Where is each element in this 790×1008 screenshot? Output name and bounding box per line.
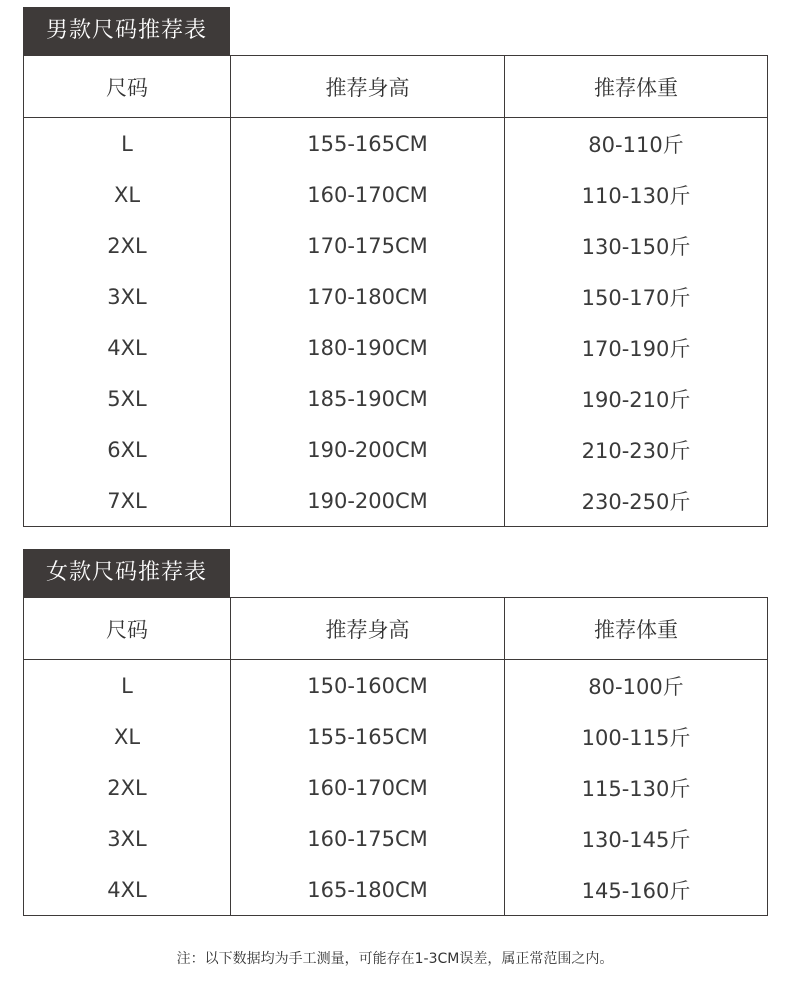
measurement-note: 注：以下数据均为手工测量，可能存在1-3CM误差，属正常范围之内。 bbox=[176, 951, 614, 967]
table-row bbox=[24, 475, 767, 526]
height-cell: 150-160CM bbox=[231, 660, 505, 711]
size-cell: XL bbox=[24, 711, 231, 762]
size-cell: XL bbox=[24, 169, 231, 220]
weight-cell: 100-115斤 bbox=[581, 725, 691, 750]
table-row bbox=[24, 220, 767, 271]
table-row bbox=[24, 711, 767, 762]
size-cell: 2XL bbox=[24, 220, 231, 271]
header-size: 尺码 bbox=[24, 598, 231, 659]
table-row bbox=[24, 424, 767, 475]
table-row bbox=[24, 813, 767, 864]
size-cell: 4XL bbox=[24, 322, 231, 373]
table-row bbox=[24, 762, 767, 813]
men-size-section bbox=[23, 7, 768, 525]
height-cell: 190-200CM bbox=[231, 424, 505, 475]
table-row bbox=[24, 864, 767, 915]
women-size-title: 女款尺码推荐表 bbox=[23, 549, 230, 597]
header-height: 推荐身高 bbox=[231, 56, 505, 117]
height-cell: 185-190CM bbox=[231, 373, 505, 424]
header-height: 推荐身高 bbox=[231, 598, 505, 659]
weight-cell: 230-250斤 bbox=[581, 489, 691, 514]
size-cell: 4XL bbox=[24, 864, 231, 915]
height-cell: 170-175CM bbox=[231, 220, 505, 271]
table-row bbox=[24, 271, 767, 322]
women-size-section bbox=[23, 549, 768, 919]
men-size-title: 男款尺码推荐表 bbox=[23, 7, 230, 55]
weight-cell: 170-190斤 bbox=[581, 336, 691, 361]
size-cell: 3XL bbox=[24, 271, 231, 322]
table-row bbox=[24, 118, 767, 169]
size-cell: 5XL bbox=[24, 373, 231, 424]
size-cell: L bbox=[24, 660, 231, 711]
weight-cell: 150-170斤 bbox=[581, 285, 691, 310]
men-size-table bbox=[23, 55, 768, 527]
weight-cell: 145-160斤 bbox=[581, 878, 691, 903]
weight-cell: 130-145斤 bbox=[581, 827, 691, 852]
table-row bbox=[24, 660, 767, 711]
table-row bbox=[24, 322, 767, 373]
table-header-row bbox=[24, 56, 767, 118]
weight-cell: 210-230斤 bbox=[581, 438, 691, 463]
height-cell: 170-180CM bbox=[231, 271, 505, 322]
height-cell: 160-170CM bbox=[231, 169, 505, 220]
weight-cell: 115-130斤 bbox=[581, 776, 691, 801]
weight-cell: 80-110斤 bbox=[588, 132, 684, 157]
size-cell: 3XL bbox=[24, 813, 231, 864]
table-row bbox=[24, 373, 767, 424]
size-cell: 6XL bbox=[24, 424, 231, 475]
size-cell: 7XL bbox=[24, 475, 231, 526]
weight-cell: 80-100斤 bbox=[588, 674, 684, 699]
height-cell: 155-165CM bbox=[231, 118, 505, 169]
height-cell: 180-190CM bbox=[231, 322, 505, 373]
height-cell: 160-175CM bbox=[231, 813, 505, 864]
women-size-table bbox=[23, 597, 768, 916]
height-cell: 155-165CM bbox=[231, 711, 505, 762]
size-cell: L bbox=[24, 118, 231, 169]
height-cell: 160-170CM bbox=[231, 762, 505, 813]
size-cell: 2XL bbox=[24, 762, 231, 813]
height-cell: 190-200CM bbox=[231, 475, 505, 526]
weight-cell: 110-130斤 bbox=[581, 183, 691, 208]
header-weight: 推荐体重 bbox=[594, 617, 678, 642]
table-row bbox=[24, 169, 767, 220]
height-cell: 165-180CM bbox=[231, 864, 505, 915]
weight-cell: 130-150斤 bbox=[581, 234, 691, 259]
header-weight: 推荐体重 bbox=[594, 75, 678, 100]
table-header-row bbox=[24, 598, 767, 660]
weight-cell: 190-210斤 bbox=[581, 387, 691, 412]
header-size: 尺码 bbox=[24, 56, 231, 117]
